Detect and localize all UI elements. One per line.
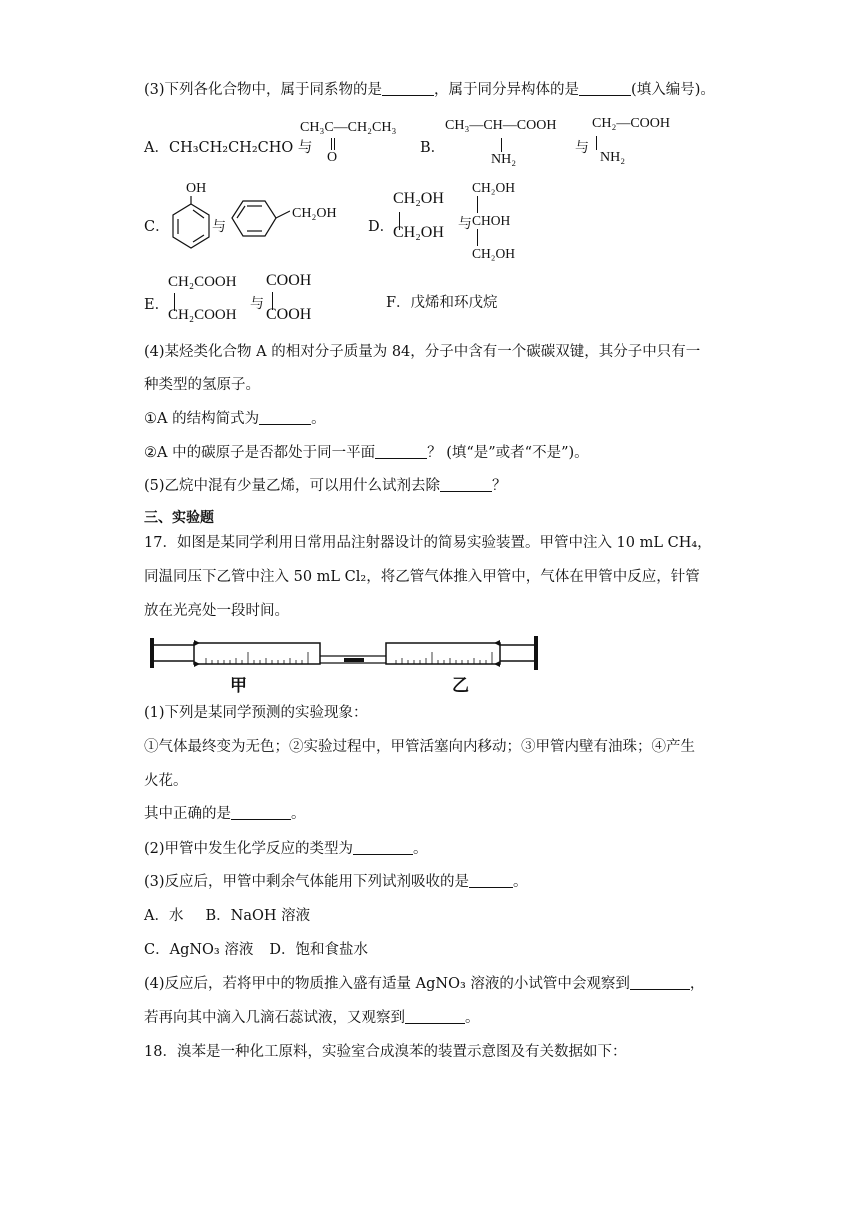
answer-blank[interactable] <box>440 477 492 492</box>
option-d-label: D． <box>368 219 395 235</box>
answer-blank[interactable] <box>231 805 291 820</box>
q17-p4-line2: 若再向其中滴入几滴石蕊试液，又观察到 。 <box>144 1010 480 1026</box>
q17-line1: 17．如图是某同学利用日常用品注射器设计的简易实验装置。甲管中注入 10 mL CH₄， <box>144 535 712 551</box>
q17-p1-answer: 其中正确的是 。 <box>144 806 306 822</box>
q17-p4-line1: (4)反应后，若将甲中的物质推入盛有适量 AgNO₃ 溶液的小试管中会观察到 ， <box>144 976 705 992</box>
option-a-label: A．CH₃CH₂CH₂CHO 与 <box>144 140 313 156</box>
q17-p3-options-ab: A．水 B．NaOH 溶液 <box>144 908 311 924</box>
question-16-3: (3)下列各化合物中，属于同系物的是 ，属于同分异构体的是 (填入编号)。 <box>144 82 715 98</box>
option-e-label: E． <box>144 297 170 313</box>
answer-blank[interactable] <box>353 840 413 855</box>
section-heading: 三、实验题 <box>144 510 214 526</box>
question-16-4-line1: (4)某烃类化合物 A 的相对分子质量为 84，分子中含有一个碳碳双键，其分子中只有一 <box>144 344 701 360</box>
phenol-structure <box>164 196 214 258</box>
q17-p1-options-2: 火花。 <box>144 773 188 789</box>
answer-blank[interactable] <box>630 975 690 990</box>
q17-line2: 同温同压下乙管中注入 50 mL Cl₂，将乙管气体推入甲管中，气体在甲管中反应，针管 <box>144 569 700 585</box>
answer-blank[interactable] <box>579 81 631 96</box>
succinic-acid: CH₂COOH CH₂COOH <box>168 274 237 323</box>
glycerol: CH₂OH CHOH CH₂OH <box>472 180 515 261</box>
option-c-and: 与 <box>212 220 226 235</box>
benzyl-ch2oh: CH₂OH <box>292 206 337 221</box>
answer-blank[interactable] <box>375 444 427 459</box>
label-jia: 甲 <box>230 676 247 696</box>
option-e-and: 与 <box>250 297 264 312</box>
answer-blank[interactable] <box>259 410 311 425</box>
question-16-5: (5)乙烷中混有少量乙烯，可以用什么试剂去除 ？ <box>144 478 507 494</box>
question-16-4-line2: 种类型的氢原子。 <box>144 377 260 393</box>
ethylene-glycol: CH₂OH CH₂OH <box>393 190 444 241</box>
option-b-label: B． <box>420 140 446 156</box>
answer-blank[interactable] <box>405 1009 465 1024</box>
q17-line3: 放在光亮处一段时间。 <box>144 603 289 619</box>
option-b-chem2: CH₂—COOH NH₂ <box>592 116 670 165</box>
q17-p3: (3)反应后，甲管中剩余气体能用下列试剂吸收的是 。 <box>144 874 528 890</box>
q17-p3-options-cd: C．AgNO₃ 溶液 D．饱和食盐水 <box>144 942 368 958</box>
option-d-and: 与 <box>458 217 472 232</box>
q17-p1: (1)下列是某同学预测的实验现象： <box>144 705 368 721</box>
answer-blank[interactable] <box>382 81 434 96</box>
option-b-chem1: CH₃—CH—COOH NH₂ <box>445 118 557 167</box>
q17-p2: (2)甲管中发生化学反应的类型为 。 <box>144 841 428 857</box>
question-16-4-sub2: ②A 中的碳原子是否都处于同一平面 ？ (填“是”或者“不是”)。 <box>144 445 589 461</box>
option-f: F．戊烯和环戊烷 <box>386 295 498 311</box>
q18-line1: 18．溴苯是一种化工原料，实验室合成溴苯的装置示意图及有关数据如下： <box>144 1044 627 1060</box>
oxalic-acid: COOH COOH <box>266 272 312 323</box>
phenol-oh: OH <box>186 181 207 196</box>
benzyl-ring <box>226 196 290 246</box>
answer-blank[interactable] <box>469 873 513 888</box>
option-c-label: C． <box>144 219 170 235</box>
option-a-chem: CH₃C—CH₂CH₃ O <box>300 120 397 165</box>
label-yi: 乙 <box>452 676 469 696</box>
option-b-and: 与 <box>575 141 589 156</box>
question-16-4-sub1: ①A 的结构简式为 。 <box>144 411 326 427</box>
q17-p1-options: ①气体最终变为无色；②实验过程中，甲管活塞向内移动；③甲管内壁有油珠；④产生 <box>144 739 695 755</box>
syringe-diagram <box>146 634 542 696</box>
